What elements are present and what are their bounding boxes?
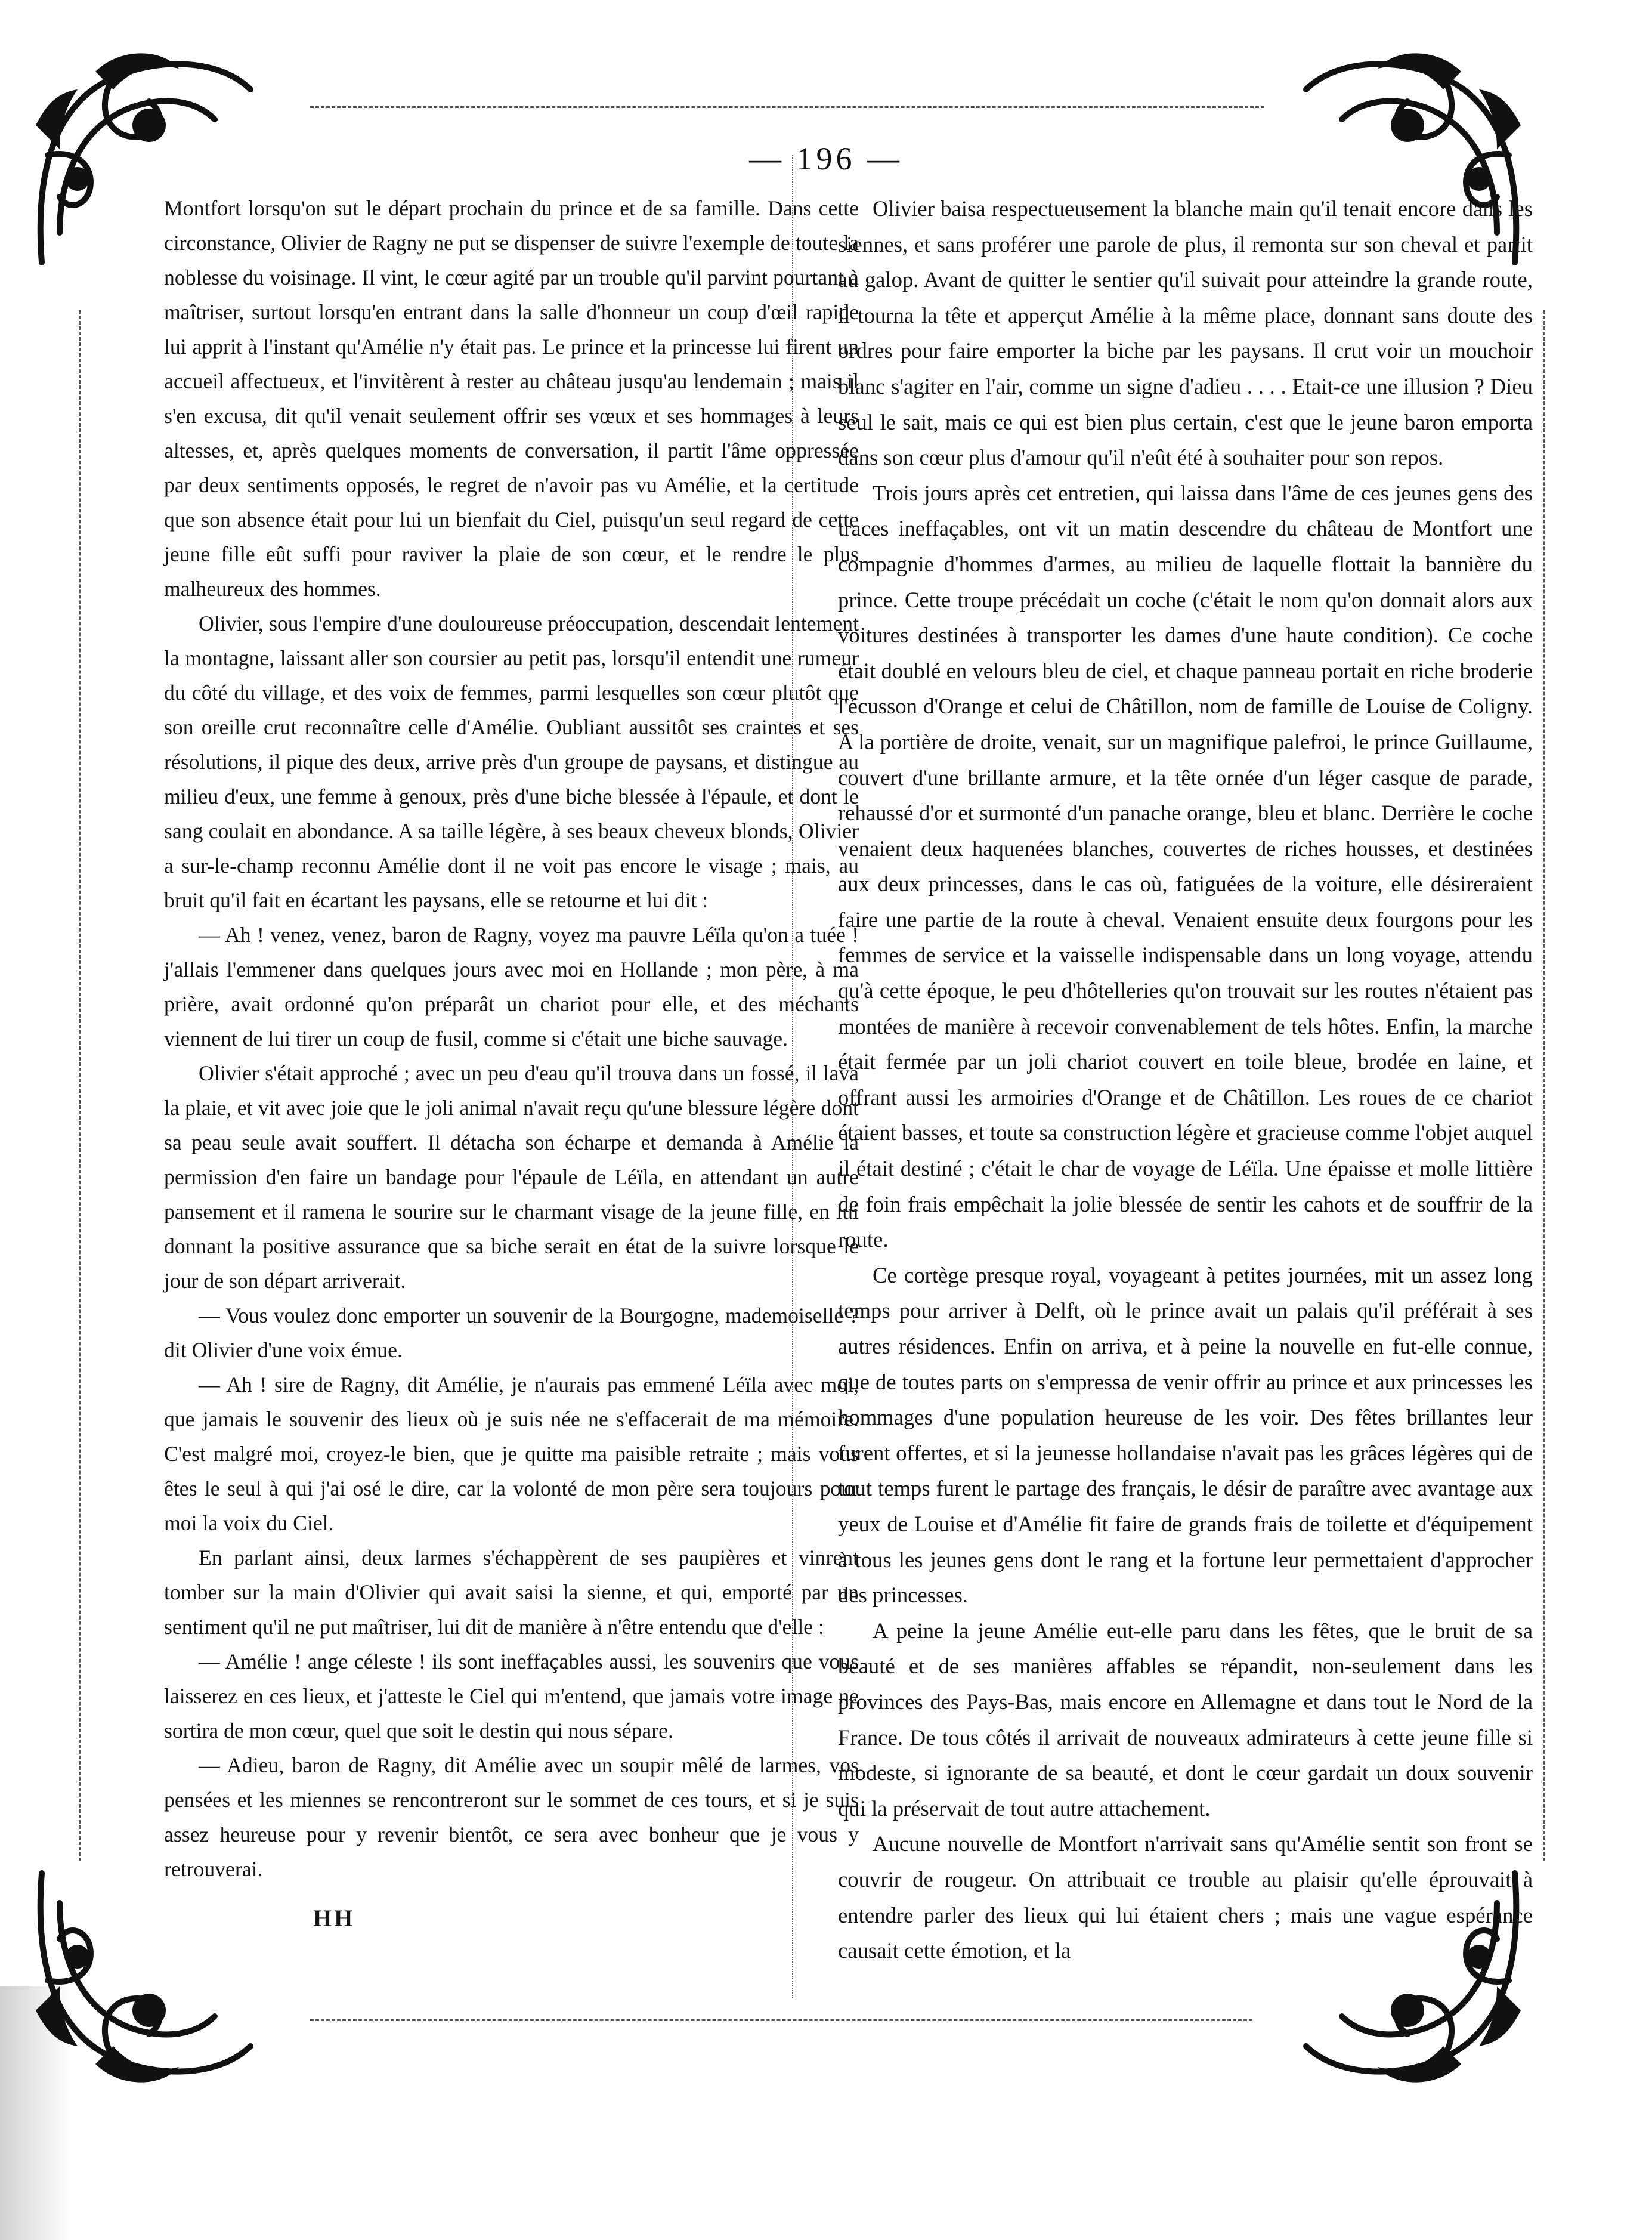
paragraph: En parlant ainsi, deux larmes s'échappèrent de ses paupières et vinrent tomber sur la main d'Olivier qui avait saisi la sienne, et qui, emporté par un sentiment qu'il ne put maîtriser, lui dit de manière à n'être entendu que d'elle : <box>164 1546 859 1639</box>
paragraph: Trois jours après cet entretien, qui laissa dans l'âme de ces jeunes gens des traces ineffaçables, ont vit un matin descendre du château de Montfort une compagnie d'hommes d'armes, au milieu de laquelle flottait la bannière du prince. Cette troupe précédait un coche (c'était le nom qu'on donnait alors aux voitures destinées à transporter les dames d'une haute condition). Ce coche était doublé en velours bleu de ciel, et chaque panneau portait en riche broderie l'écusson d'Orange et celui de Châtillon, nom de famille de Louise de Coligny. A la portière de droite, venait, sur un magnifique palefroi, le prince Guillaume, couvert d'une brillante armure, et la tête ornée d'un léger casque de parade, rehaussé d'or et surmonté d'un panache orange, bleu et blanc. Derrière le coche venaient deux haquenées blanches, couvertes de riches housses, et destinées aux deux princesses, dans le cas où, fatiguées de la voiture, elle désireraient faire une partie de la route à cheval. Venaient ensuite deux fourgons pour les femmes de service et la vaisselle indispensable dans un long voyage, attendu qu'à cette époque, le peu d'hôtelleries qu'on trouvait sur les routes n'étaient pas montées de manière à recevoir convenablement de tels hôtes. Enfin, la marche était fermée par un joli chariot couvert en toile bleue, brodée en laine, et offrant aussi les armoiries d'Orange et de Châtillon. Les roues de ce chariot étaient basses, et toute sa construction légère et gracieuse comme l'objet auquel il était destiné ; c'était le char de voyage de Léïla. Une épaisse et molle littière de foin frais empêchait la jolie blessée de sentir les cahots et de souffrir de la route. <box>838 480 1533 1252</box>
right-border-rule <box>1543 310 1545 1861</box>
paragraph: — Amélie ! ange céleste ! ils sont ineffaçables aussi, les souvenirs que vous laisserez en ces lieux, et j'atteste le Ciel qui m'entend, que jamais votre image ne sortira de mon cœur, quel que soit le destin qui nous sépare. <box>164 1649 859 1742</box>
left-column <box>164 191 859 1936</box>
paragraph: Olivier s'était approché ; avec un peu d'eau qu'il trouva dans un fossé, il lava la plaie, et vit avec joie que le joli animal n'avait reçu qu'une blessure légère dont sa peau seule avait souffert. Il détacha son écharpe et demanda à Amélie la permission d'en faire un bandage pour l'épaule de Léïla, en attendant un autre pansement et il ramena le sourire sur le charmant visage de la jeune fille, en lui donnant la positive assurance que sa biche serait en état de la suivre lorsque le jour de son départ arriverait. <box>164 1061 859 1293</box>
paragraph: — Vous voulez donc emporter un souvenir de la Bourgogne, mademoiselle ? dit Olivier d'une voix émue. <box>164 1303 859 1362</box>
paragraph: Olivier baisa respectueusement la blanche main qu'il tenait encore dans les siennes, et sans proférer une parole de plus, il remonta sur son cheval et partit au galop. Avant de quitter le sentier qu'il suivait pour atteindre la grande route, il tourna la tête et apperçut Amélie à la même place, donnant sans doute des ordres pour faire emporter la biche par les paysans. Il crut voir un mouchoir blanc s'agiter en l'air, comme un signe d'adieu . . . . Etait-ce une illusion ? Dieu seul le sait, mais ce qui est bien plus certain, c'est que le jeune baron emporta dans son cœur plus d'amour qu'il n'eût été à souhaiter pour son repos. <box>838 196 1533 470</box>
paragraph: Montfort lorsqu'on sut le départ prochain du prince et de sa famille. Dans cette circonstance, Olivier de Ragny ne put se dispenser de suivre l'exemple de toute la noblesse du voisinage. Il vint, le cœur agité par un trouble qu'il parvint pourtant à maîtriser, surtout lorsqu'en entrant dans la salle d'honneur un coup d'œil rapide lui apprit à l'instant qu'Amélie n'y était pas. Le prince et la princesse lui firent un accueil affectueux, et l'invitèrent à rester au château jusqu'au lendemain ; mais il s'en excusa, dit qu'il venait seulement offrir ses vœux et ses hommages à leurs altesses, et, après quelques moments de conversation, il partit l'âme oppressée par deux sentiments opposés, le regret de n'avoir pas vu Amélie, et la certitude que son absence était pour lui un bienfait du Ciel, puisqu'un seul regard de cette jeune fille eût suffi pour raviver la plaie de son cœur, et le rendre le plus malheureux des hommes. <box>164 196 859 601</box>
paragraph: Ce cortège presque royal, voyageant à petites journées, mit un assez long temps pour arriver à Delft, où le prince avait un palais qu'il préférait à ses autres résidences. Enfin on arriva, et à peine la nouvelle en fut-elle connue, que de toutes parts on s'empressa de venir offrir au prince et aux princesses les hommages d'une population heureuse de les voir. Des fêtes brillantes leur furent offertes, et si la jeunesse hollandaise n'avait pas les grâces légères qui de tout temps furent le partage des français, le désir de paraître avec avantage aux yeux de Louise et d'Amélie fit faire de grands frais de toilette et d'équipement à tous les jeunes gens dont le rang et la fortune leur permettaient d'approcher des princesses. <box>838 1262 1533 1608</box>
paragraph: — Ah ! venez, venez, baron de Ragny, voyez ma pauvre Léïla qu'on a tuée ! j'allais l'emmener dans quelques jours avec moi en Hollande ; mon père, à ma prière, avait ordonné qu'on préparât un chariot pour elle, et des méchants viennent de lui tirer un coup de fusil, comme si c'était une biche sauvage. <box>164 923 859 1051</box>
right-column <box>838 191 1533 1969</box>
paragraph: — Adieu, baron de Ragny, dit Amélie avec un soupir mêlé de larmes, vos pensées et les miennes se rencontreront sur le sommet de ces tours, et si je suis assez heureuse pour y revenir bientôt, ce sera avec bonheur que je vous y retrouverai. <box>164 1753 859 1881</box>
paragraph: A peine la jeune Amélie eut-elle paru dans les fêtes, que le bruit de sa beauté et de ses manières affables se répandit, non-seulement dans les provinces des Pays-Bas, mais encore en Allemagne et dans tout le Nord de la France. De tous côtés il arrivait de nouveaux admirateurs à cette jeune fille si modeste, si ignorante de sa beauté, et dont le cœur gardait un doux souvenir qui la préservait de tout autre attachement. <box>838 1618 1533 1821</box>
bottom-border-rule <box>310 2019 1252 2021</box>
paragraph: — Ah ! sire de Ragny, dit Amélie, je n'aurais pas emmené Léïla avec moi, que jamais le souvenir des lieux où je suis née ne s'effacerait de ma mémoire. C'est malgré moi, croyez-le bien, que je quitte ma paisible retraite ; mais vous êtes le seul à qui j'ai osé le dire, car la volonté de mon père sera toujours pour moi la voix du Ciel. <box>164 1373 859 1535</box>
signature-mark: HH <box>313 1905 355 1932</box>
paragraph: Aucune nouvelle de Montfort n'arrivait sans qu'Amélie sentit son front se couvrir de rougeur. On attribuait ce trouble au plaisir qu'elle éprouvait à entendre parler des lieux qui lui étaient chers ; mais une vague espérance causait cette émotion, et la <box>838 1831 1533 1963</box>
left-border-rule <box>79 310 81 1861</box>
paragraph: Olivier, sous l'empire d'une douloureuse préoccupation, descendait lentement la montagne, laissant aller son coursier au petit pas, lorsqu'il entendit une rumeur du côté du village, et des voix de femmes, parmi lesquelles son cœur plutôt que son oreille crut reconnaître celle d'Amélie. Oubliant aussitôt ses craintes et ses résolutions, il pique des deux, arrive près d'un groupe de paysans, et distingue au milieu d'eux, une femme à genoux, près d'une biche blessée à l'épaule, et dont le sang coulait en abondance. A sa taille légère, à ses beaux cheveux blonds, Olivier a sur-le-champ reconnu Amélie dont il ne voit pas encore le visage ; mais, au bruit qu'il fait en écartant les paysans, elle se retourne et lui dit : <box>164 611 859 912</box>
top-border-rule <box>310 106 1264 108</box>
page-number: — 196 — <box>749 141 903 177</box>
